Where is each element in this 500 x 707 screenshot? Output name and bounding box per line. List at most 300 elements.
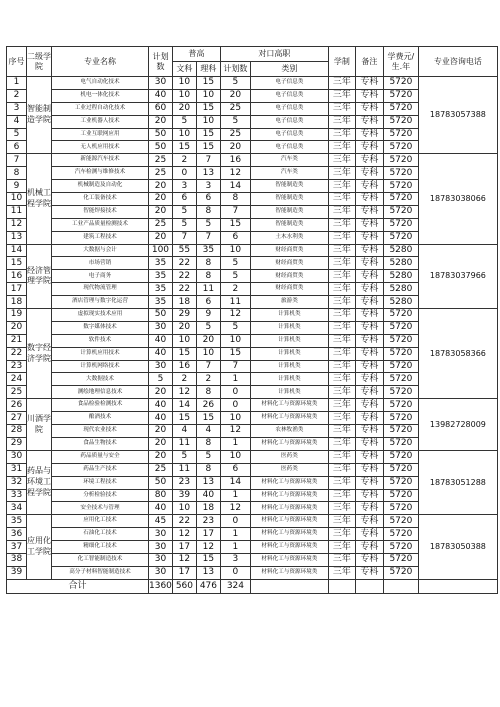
row-duikou-plan: 10 (220, 450, 250, 463)
row-fee: 5720 (383, 489, 418, 502)
row-duration: 三年 (328, 231, 355, 244)
row-duikou-plan: 7 (220, 360, 250, 373)
row-science: 15 (196, 553, 220, 566)
row-arts: 12 (172, 386, 196, 399)
header-fee: 学费元/生.年 (383, 47, 418, 77)
phone-number: 13982728009 (418, 399, 497, 451)
row-duration: 三年 (328, 334, 355, 347)
row-duration: 三年 (328, 218, 355, 231)
row-major: 市场营销 (52, 257, 149, 270)
header-duikou: 对口高职 (220, 47, 328, 62)
row-seq: 10 (7, 193, 27, 206)
row-duration: 三年 (328, 528, 355, 541)
row-note: 专科 (355, 128, 383, 141)
table-body (7, 77, 498, 580)
row-note: 专科 (355, 205, 383, 218)
row-duration: 三年 (328, 463, 355, 476)
row-duration: 三年 (328, 489, 355, 502)
row-note: 专科 (355, 528, 383, 541)
row-duikou-plan: 3 (220, 553, 250, 566)
row-category: 医药类 (250, 463, 328, 476)
row-category: 智能制造类 (250, 193, 328, 206)
row-major: 药品生产技术 (52, 463, 149, 476)
row-seq: 32 (7, 476, 27, 489)
row-fee: 5720 (383, 193, 418, 206)
row-fee: 5720 (383, 425, 418, 438)
row-arts: 11 (172, 463, 196, 476)
row-note: 专科 (355, 141, 383, 154)
row-note: 专科 (355, 180, 383, 193)
total-fee (383, 579, 418, 593)
row-category: 材料化工与资源环境类 (250, 553, 328, 566)
total-arts: 560 (172, 579, 196, 593)
row-science: 26 (196, 399, 220, 412)
row-note: 专科 (355, 193, 383, 206)
row-arts: 10 (172, 89, 196, 102)
row-arts: 17 (172, 566, 196, 579)
row-duration: 三年 (328, 425, 355, 438)
row-science: 8 (196, 437, 220, 450)
row-major: 工业产品质量检测技术 (52, 218, 149, 231)
row-duikou-plan: 0 (220, 566, 250, 579)
row-note: 专科 (355, 321, 383, 334)
row-major: 大数据与会计 (52, 244, 149, 257)
row-note: 专科 (355, 154, 383, 167)
row-duration: 三年 (328, 270, 355, 283)
header-plan: 计划数 (149, 47, 173, 77)
header-note: 备注 (355, 47, 383, 77)
table-row (7, 309, 498, 322)
row-arts: 12 (172, 553, 196, 566)
row-science: 13 (196, 566, 220, 579)
row-science: 7 (196, 154, 220, 167)
total-science: 476 (196, 579, 220, 593)
row-science: 9 (196, 309, 220, 322)
row-category: 计算机类 (250, 347, 328, 360)
header-gaokao: 普高 (172, 47, 220, 62)
row-seq: 26 (7, 399, 27, 412)
row-category: 电子信息类 (250, 77, 328, 90)
row-note: 专科 (355, 386, 383, 399)
row-category: 材料化工与资源环境类 (250, 476, 328, 489)
row-arts: 11 (172, 437, 196, 450)
row-duration: 三年 (328, 373, 355, 386)
row-plan: 25 (149, 167, 173, 180)
row-seq: 2 (7, 89, 27, 102)
row-note: 专科 (355, 334, 383, 347)
row-category: 财经商贸类 (250, 244, 328, 257)
row-seq: 19 (7, 309, 27, 322)
row-duikou-plan: 15 (220, 218, 250, 231)
row-arts: 3 (172, 180, 196, 193)
row-plan: 50 (149, 309, 173, 322)
row-plan: 35 (149, 283, 173, 296)
row-fee: 5720 (383, 553, 418, 566)
row-seq: 37 (7, 541, 27, 554)
college-name: 机械工程学院 (27, 154, 52, 244)
row-duration: 三年 (328, 141, 355, 154)
row-plan: 20 (149, 115, 173, 128)
row-duration: 三年 (328, 205, 355, 218)
row-plan: 30 (149, 77, 173, 90)
row-category: 电子信息类 (250, 141, 328, 154)
row-duration: 三年 (328, 347, 355, 360)
row-major: 高分子材料智能制造技术 (52, 566, 149, 579)
row-arts: 10 (172, 77, 196, 90)
row-note: 专科 (355, 553, 383, 566)
row-major: 大数据技术 (52, 373, 149, 386)
row-duikou-plan: 5 (220, 321, 250, 334)
row-duikou-plan: 6 (220, 463, 250, 476)
row-duration: 三年 (328, 386, 355, 399)
row-plan: 60 (149, 102, 173, 115)
row-duration: 三年 (328, 257, 355, 270)
row-plan: 30 (149, 541, 173, 554)
row-duikou-plan: 10 (220, 244, 250, 257)
row-science: 8 (196, 257, 220, 270)
row-duration: 三年 (328, 154, 355, 167)
row-science: 2 (196, 373, 220, 386)
row-arts: 10 (172, 334, 196, 347)
row-note: 专科 (355, 399, 383, 412)
row-note: 专科 (355, 437, 383, 450)
row-duikou-plan: 5 (220, 270, 250, 283)
row-plan: 40 (149, 412, 173, 425)
row-category: 汽车类 (250, 154, 328, 167)
row-major: 酒店管理与数字化运营 (52, 296, 149, 309)
row-plan: 20 (149, 231, 173, 244)
row-category: 计算机类 (250, 334, 328, 347)
row-category: 计算机类 (250, 321, 328, 334)
row-science: 11 (196, 283, 220, 296)
row-arts: 29 (172, 309, 196, 322)
row-duration: 三年 (328, 309, 355, 322)
header-science: 理科 (196, 62, 220, 77)
row-science: 6 (196, 296, 220, 309)
row-duikou-plan: 0 (220, 515, 250, 528)
row-duration: 三年 (328, 360, 355, 373)
college-name: 经济管理学院 (27, 244, 52, 308)
row-fee: 5280 (383, 283, 418, 296)
row-seq: 12 (7, 218, 27, 231)
row-arts: 15 (172, 412, 196, 425)
row-duikou-plan: 0 (220, 386, 250, 399)
row-fee: 5720 (383, 541, 418, 554)
row-duikou-plan: 5 (220, 77, 250, 90)
header-major: 专业名称 (52, 47, 149, 77)
row-category: 计算机类 (250, 373, 328, 386)
row-duration: 三年 (328, 566, 355, 579)
row-fee: 5720 (383, 463, 418, 476)
header-phone: 专业咨询电话 (418, 47, 497, 77)
row-category: 汽车类 (250, 167, 328, 180)
row-fee: 5720 (383, 360, 418, 373)
row-category: 计算机类 (250, 360, 328, 373)
row-category: 财经商贸类 (250, 283, 328, 296)
row-category: 材料化工与资源环境类 (250, 412, 328, 425)
row-seq: 24 (7, 373, 27, 386)
row-science: 35 (196, 244, 220, 257)
row-note: 专科 (355, 541, 383, 554)
row-science: 8 (196, 386, 220, 399)
table-row (7, 515, 498, 528)
total-note (355, 579, 383, 593)
row-seq: 34 (7, 502, 27, 515)
row-seq: 20 (7, 321, 27, 334)
row-arts: 10 (172, 128, 196, 141)
table-row (7, 77, 498, 90)
row-plan: 30 (149, 553, 173, 566)
row-category: 智能制造类 (250, 180, 328, 193)
row-major: 食品检验检测技术 (52, 399, 149, 412)
row-fee: 5720 (383, 128, 418, 141)
row-plan: 35 (149, 296, 173, 309)
phone-number: 18783051288 (418, 450, 497, 514)
row-fee: 5720 (383, 450, 418, 463)
row-science: 17 (196, 528, 220, 541)
row-arts: 0 (172, 167, 196, 180)
row-duration: 三年 (328, 193, 355, 206)
row-major: 分析检验技术 (52, 489, 149, 502)
row-plan: 40 (149, 502, 173, 515)
row-arts: 22 (172, 257, 196, 270)
row-duration: 三年 (328, 399, 355, 412)
row-arts: 20 (172, 102, 196, 115)
row-fee: 5720 (383, 309, 418, 322)
row-seq: 39 (7, 566, 27, 579)
row-major: 石油化工技术 (52, 528, 149, 541)
row-duikou-plan: 20 (220, 141, 250, 154)
row-duration: 三年 (328, 244, 355, 257)
row-plan: 45 (149, 515, 173, 528)
row-science: 15 (196, 141, 220, 154)
row-science: 15 (196, 128, 220, 141)
row-fee: 5720 (383, 334, 418, 347)
row-science: 5 (196, 218, 220, 231)
row-duikou-plan: 2 (220, 283, 250, 296)
row-category: 电子信息类 (250, 89, 328, 102)
table-row (7, 154, 498, 167)
row-major: 新能源汽车技术 (52, 154, 149, 167)
row-arts: 5 (172, 218, 196, 231)
row-seq: 15 (7, 257, 27, 270)
row-note: 专科 (355, 257, 383, 270)
row-plan: 50 (149, 141, 173, 154)
row-science: 7 (196, 360, 220, 373)
row-science: 4 (196, 425, 220, 438)
row-major: 食品生物技术 (52, 437, 149, 450)
row-seq: 33 (7, 489, 27, 502)
row-plan: 25 (149, 218, 173, 231)
row-category: 财经商贸类 (250, 257, 328, 270)
row-fee: 5720 (383, 437, 418, 450)
row-note: 专科 (355, 360, 383, 373)
row-duikou-plan: 12 (220, 167, 250, 180)
row-arts: 12 (172, 528, 196, 541)
row-duikou-plan: 10 (220, 334, 250, 347)
row-fee: 5280 (383, 296, 418, 309)
row-duikou-plan: 5 (220, 257, 250, 270)
row-duikou-plan: 1 (220, 373, 250, 386)
row-seq: 6 (7, 141, 27, 154)
row-note: 专科 (355, 89, 383, 102)
row-duration: 三年 (328, 115, 355, 128)
row-duikou-plan: 25 (220, 128, 250, 141)
row-fee: 5720 (383, 180, 418, 193)
header-arts: 文科 (172, 62, 196, 77)
row-duikou-plan: 20 (220, 89, 250, 102)
row-seq: 30 (7, 450, 27, 463)
row-duration: 三年 (328, 180, 355, 193)
row-duration: 三年 (328, 553, 355, 566)
total-category (250, 579, 328, 593)
row-note: 专科 (355, 102, 383, 115)
row-duikou-plan: 12 (220, 309, 250, 322)
row-duikou-plan: 1 (220, 489, 250, 502)
row-arts: 4 (172, 425, 196, 438)
row-seq: 5 (7, 128, 27, 141)
row-category: 智能制造类 (250, 205, 328, 218)
row-plan: 20 (149, 450, 173, 463)
row-arts: 22 (172, 283, 196, 296)
row-note: 专科 (355, 218, 383, 231)
row-note: 专科 (355, 77, 383, 90)
row-duration: 三年 (328, 296, 355, 309)
row-major: 工业互联网应用 (52, 128, 149, 141)
row-duration: 三年 (328, 283, 355, 296)
row-seq: 21 (7, 334, 27, 347)
row-science: 10 (196, 115, 220, 128)
row-science: 12 (196, 541, 220, 554)
row-arts: 7 (172, 231, 196, 244)
row-plan: 20 (149, 437, 173, 450)
phone-number: 18783038066 (418, 154, 497, 244)
row-category: 材料化工与资源环境类 (250, 502, 328, 515)
row-category: 电子信息类 (250, 128, 328, 141)
row-duikou-plan: 16 (220, 154, 250, 167)
row-seq: 1 (7, 77, 27, 90)
row-note: 专科 (355, 425, 383, 438)
row-plan: 20 (149, 205, 173, 218)
row-plan: 40 (149, 334, 173, 347)
row-science: 6 (196, 193, 220, 206)
row-arts: 2 (172, 154, 196, 167)
row-category: 旅游类 (250, 296, 328, 309)
row-fee: 5720 (383, 515, 418, 528)
row-fee: 5720 (383, 321, 418, 334)
row-arts: 15 (172, 141, 196, 154)
row-plan: 35 (149, 257, 173, 270)
row-note: 专科 (355, 489, 383, 502)
row-fee: 5720 (383, 141, 418, 154)
row-duikou-plan: 6 (220, 231, 250, 244)
row-duration: 三年 (328, 102, 355, 115)
total-duration (328, 579, 355, 593)
row-duration: 三年 (328, 476, 355, 489)
table-footer (7, 579, 498, 593)
row-duikou-plan: 8 (220, 193, 250, 206)
row-duration: 三年 (328, 321, 355, 334)
row-duikou-plan: 7 (220, 205, 250, 218)
row-arts: 23 (172, 476, 196, 489)
row-major: 电气自动化技术 (52, 77, 149, 90)
row-plan: 30 (149, 566, 173, 579)
header-college: 二级学院 (27, 47, 52, 77)
row-major: 软件技术 (52, 334, 149, 347)
row-science: 8 (196, 463, 220, 476)
total-duikou: 324 (220, 579, 250, 593)
row-duration: 三年 (328, 128, 355, 141)
row-note: 专科 (355, 309, 383, 322)
row-seq: 8 (7, 167, 27, 180)
row-seq: 13 (7, 231, 27, 244)
row-major: 现代农业技术 (52, 425, 149, 438)
row-major: 机电一体化技术 (52, 89, 149, 102)
row-plan: 20 (149, 193, 173, 206)
row-note: 专科 (355, 515, 383, 528)
row-seq: 14 (7, 244, 27, 257)
row-seq: 3 (7, 102, 27, 115)
row-fee: 5280 (383, 244, 418, 257)
row-major: 测绘地理信息技术 (52, 386, 149, 399)
row-plan: 100 (149, 244, 173, 257)
phone-number: 18783057388 (418, 77, 497, 154)
row-seq: 31 (7, 463, 27, 476)
row-category: 土木水利类 (250, 231, 328, 244)
header-seq: 序号 (7, 47, 27, 77)
row-duration: 三年 (328, 541, 355, 554)
row-fee: 5720 (383, 373, 418, 386)
row-category: 计算机类 (250, 386, 328, 399)
row-arts: 5 (172, 115, 196, 128)
row-arts: 55 (172, 244, 196, 257)
row-duikou-plan: 12 (220, 425, 250, 438)
row-fee: 5720 (383, 115, 418, 128)
row-duikou-plan: 14 (220, 476, 250, 489)
row-plan: 5 (149, 373, 173, 386)
row-major: 现代物流管理 (52, 283, 149, 296)
row-science: 15 (196, 77, 220, 90)
row-science: 18 (196, 502, 220, 515)
row-duikou-plan: 5 (220, 115, 250, 128)
row-seq: 35 (7, 515, 27, 528)
row-major: 化工智能制造技术 (52, 553, 149, 566)
header-category: 类别 (250, 62, 328, 77)
row-category: 材料化工与资源环境类 (250, 515, 328, 528)
phone-number: 18783037966 (418, 244, 497, 308)
row-science: 13 (196, 167, 220, 180)
row-science: 10 (196, 347, 220, 360)
row-category: 材料化工与资源环境类 (250, 541, 328, 554)
row-seq: 28 (7, 425, 27, 438)
row-fee: 5720 (383, 89, 418, 102)
row-plan: 20 (149, 425, 173, 438)
row-arts: 17 (172, 541, 196, 554)
table-header (7, 47, 498, 77)
row-major: 无人机应用技术 (52, 141, 149, 154)
row-seq: 25 (7, 386, 27, 399)
row-plan: 30 (149, 321, 173, 334)
row-duikou-plan: 0 (220, 399, 250, 412)
row-seq: 17 (7, 283, 27, 296)
table-row (7, 450, 498, 463)
row-note: 专科 (355, 115, 383, 128)
row-major: 机械制造及自动化 (52, 180, 149, 193)
row-fee: 5720 (383, 476, 418, 489)
total-row (7, 579, 498, 593)
row-major: 酿酒技术 (52, 412, 149, 425)
row-note: 专科 (355, 502, 383, 515)
